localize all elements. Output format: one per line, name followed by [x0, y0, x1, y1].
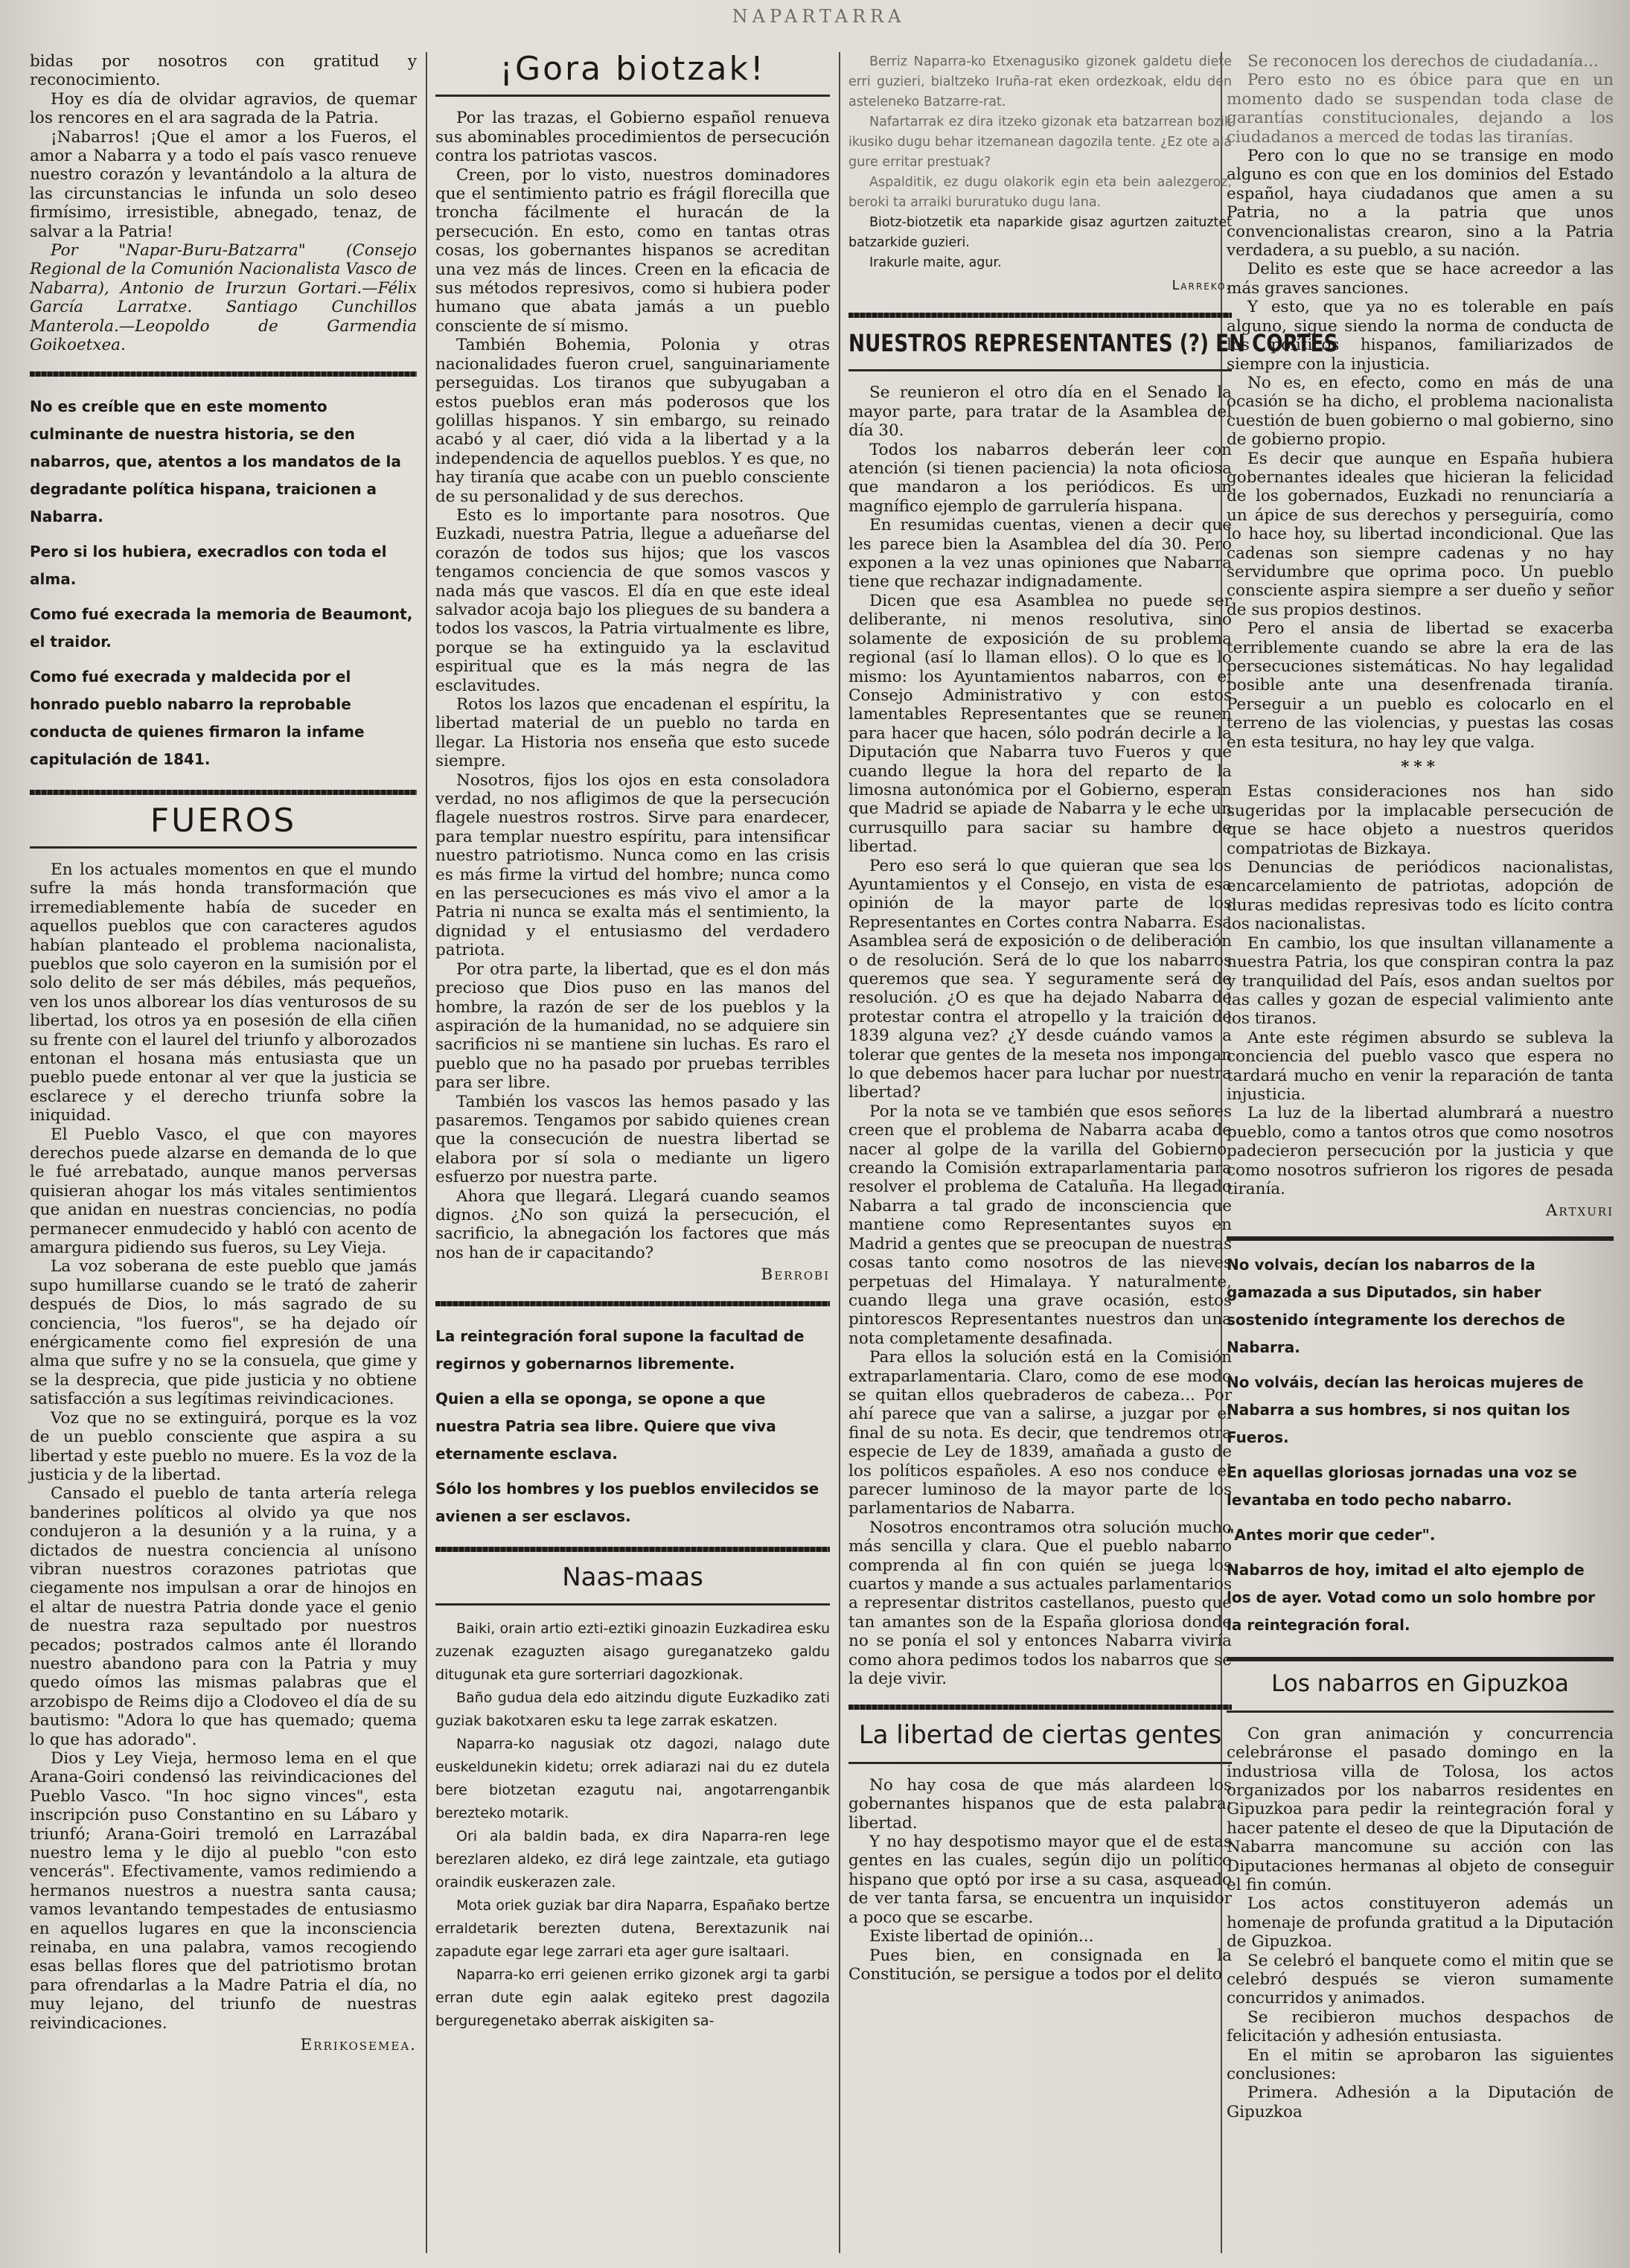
paragraph: Por la nota se ve también que esos señores creen que el problema de Nabarra acaba de nacer al golpe de la varilla del Gobierno, creando la Comisión extraparlamentaria para resolver el problema de Cataluña. Ha llegado Nabarra a tal grado de inconsciencia que mantiene como Representantes suyos en Madrid a gentes que se preocupan de nuestras cosas tanto como nosotros de las nieves perpetuas del Himalaya. Y naturalmente, cuando llega una grave ocasión, estos pintorescos Representantes nuestros dan una nota completamente desafinada.	[848, 1102, 1232, 1348]
section-divider	[435, 95, 830, 97]
naas-maas-article	[435, 1617, 830, 2033]
section-divider	[848, 369, 1232, 371]
no-volvais-box	[1227, 1236, 1614, 1661]
notice-paragraph: No volvais, decían los nabarros de la gamazada a sus Diputados, sin haber sostenido íntegramente los derechos de Nabarra.	[1227, 1256, 1565, 1357]
continued-article	[1227, 52, 1614, 1221]
section-divider	[30, 790, 417, 795]
masthead: NAPARTARRA	[732, 6, 906, 27]
paragraph: La voz soberana de este pueblo que jamás supo humillarse cuando se le trató de zaherir después de Dios, lo más sagrado de su conciencia, "los fueros", se ha dejado oír enérgicamente como fiel expresión de una alma que sufre y no se la consuela, que gime y se la desprecia, que pide justicia y no obtiene satisfacción a sus legítimas reivindicaciones.	[30, 1257, 417, 1409]
section-divider	[30, 371, 417, 377]
paragraph: Estas consideraciones nos han sido sugeridas por la implacable persecución de que se hace objeto a nuestros queridos compatriotas de Bizkaya.	[1227, 782, 1614, 858]
paragraph: Primera. Adhesión a la Diputación de Gipuzkoa	[1227, 2083, 1614, 2121]
gipuzkoa-headline: Los nabarros en Gipuzkoa	[1271, 1670, 1569, 1698]
notice-paragraph: Como fué execrada la memoria de Beaumont, el traidor.	[30, 604, 413, 651]
paragraph: bidas por nosotros con gratitud y reconocimiento.	[30, 52, 417, 90]
paragraph: Baño gudua dela edo aitzindu digute Euzkadiko zati guziak bakotxaren esku ta lege zarrak eskatzen.	[435, 1690, 830, 1729]
notice-paragraph: La reintegración foral supone la facultad de regirnos y gobernarnos libremente.	[435, 1326, 805, 1373]
notice-box	[30, 393, 417, 773]
basque-article	[848, 52, 1232, 296]
paragraph: Se celebró el banquete como el mitin que se celebró después se vieron sumamente concurridos y animados.	[1227, 1951, 1614, 2008]
paragraph: Por las trazas, el Gobierno español renueva sus abominables procedimientos de persecución contra los patriotas vascos.	[435, 109, 830, 166]
intro-article	[30, 52, 417, 355]
paragraph: No hay cosa de que más alardeen los gobernantes hispanos que de esta palabra: libertad.	[848, 1775, 1232, 1833]
section-divider	[435, 1547, 830, 1552]
paragraph: Denuncias de periódicos nacionalistas, encarcelamiento de patriotas, adopción de duras medidas represivas todo es lícito contra los nacionalistas.	[1227, 858, 1614, 934]
fueros-headline: FUEROS	[150, 801, 297, 840]
article-signature: Errikosemea.	[300, 2036, 417, 2055]
paragraph: Se recibieron muchos despachos de felicitación y adhesión entusiasta.	[1227, 2007, 1614, 2046]
paragraph: Pero eso será lo que quieran que sea los Ayuntamientos y el Consejo, en vista de esa opinión de la mayor parte de los Representantes en Cortes contra Nabarra. Esa Asamblea será de exposición o de deliberación o de resolución. Será de lo que los nabarros queremos que sea. Y seguramente será de resolución. ¿O es que ha dejado Nabarra de protestar contra el atropello y la traición de 1839 alguna vez? ¿Y desde cuándo vamos a tolerar que gentes de la meseta nos impongan lo que debemos hacer para luchar por nuestra libertad?	[848, 856, 1232, 1102]
paragraph: Dios y Ley Vieja, hermoso lema en el que Arana-Goiri condensó las reivindicaciones del Pueblo Vasco. "In hoc signo vinces", esta inscripción puso Constantino en su Lábaro y triunfó; Arana-Goiri tremoló en Larrazábal nuestro lema y le dijo al pueblo "con esto vencerás". Efectivamente, vamos redimiendo a hermanos nuestros a nuestra santa causa; vamos levantando tempestades de entusiasmo en aquellos lugares en que la inconsciencia reinaba, en una palabra, vamos recogiendo esas bellas flores que del patriotismo brotan para ofrendarlas a la Madre Patria el día, no muy lejano, del triunfo de nuestras reivindicaciones.	[30, 1749, 417, 2033]
section-stars: ***	[1401, 758, 1439, 777]
paragraph: Pero esto no es óbice para que en un momento dado se suspendan toda clase de garantías constitucionales, dejando a los ciudadanos a merced de todas las tiranías.	[1227, 71, 1614, 147]
paragraph: ¡Nabarros! ¡Que el amor a los Fueros, el amor a Nabarra y a todo el país vasco renueve nuestro corazón y levantándolo a la altura de las circunstancias le infunda un solo deseo firmísimo, irresistible, abnegado, tenaz, de salvar a la Patria!	[30, 127, 417, 241]
section-divider	[1227, 1710, 1614, 1713]
representatives-article	[848, 383, 1232, 1688]
signatories: Por "Napar-Buru-Batzarra" (Consejo Regional de la Comunión Nacionalista Vasco de Nabarra), Antonio de Irurzun Gortari.—Félix García Larratxe. Santiago Cunchillos Manterola.—Leopoldo de Garmendia Goikoetxea.	[30, 241, 417, 355]
paragraph: Cansado el pueblo de tanta artería relega banderines políticos al olvido ya que nos condujeron a la desunión y a la ruina, y a dictados de nuestra conciencia al unísono vibran nuestros corazones patriotas que ciegamente nos impulsan a orar de hinojos en el altar de nuestra Patria donde yace el genio de nuestra raza sepultado por nuestros pecados; postrados calmos ante él llorando nuestro abandono para con la Patria y muy quedo oímos las mismas palabras que el arzobispo de Reims dijo a Clodoveo el día de su bautismo: "Adora lo que has quemado; quema lo que has adorado".	[30, 1484, 417, 1749]
paragraph: Baiki, orain artio ezti-eztiki ginoazin Euzkadirea esku zuzenak ezaguzten aisago gureganatzeko galdu ditugunak eta gure sorterriari dagozkionak.	[435, 1620, 830, 1683]
paragraph: Delito es este que se hace acreedor a las más graves sanciones.	[1227, 260, 1614, 298]
paragraph: Ori ala baldin bada, ex dira Naparra-ren lege berezlaren aldeko, ez dirá lege zaintzale, eta gutiago oraindik euskerazen zale.	[435, 1828, 830, 1891]
notice-paragraph: Nabarros de hoy, imitad el alto ejemplo de los de ayer. Votad como un solo hombre por la reintegración foral.	[1227, 1561, 1596, 1635]
section-divider	[848, 1705, 1232, 1710]
notice-paragraph: Pero si los hubiera, execradlos con toda el alma.	[30, 542, 387, 588]
article-signature: Berrobi	[761, 1265, 830, 1285]
notice-paragraph: Quien a ella se oponga, se opone a que nuestra Patria sea libre. Quiere que viva eternamente esclava.	[435, 1389, 776, 1463]
paragraph: Dicen que esa Asamblea no puede ser deliberante, ni menos resolutiva, sino solamente de exposición de su problema regional (así lo llaman ellos). O lo que es lo mismo: los Ayuntamientos nabarros, con el Consejo Administrativo y con estos lamentables Representantes que se reunen para hacer que hacen, sólo podrán decirle a la Diputación que Nabarra tuvo Fueros y que cuando llegue la hora del reparto de la limosna autonómica por el Gobierno, esperan que Madrid se apiade de Nabarra y le eche un currusquillo para saciar su hambre de libertad.	[848, 591, 1232, 857]
paragraph: En resumidas cuentas, vienen a decir que les parece bien la Asamblea del día 30. Pero exponen a la vez unas opiniones que Nabarra tiene que rechazar indignadamente.	[848, 516, 1232, 592]
paragraph: La luz de la libertad alumbrará a nuestro pueblo, como a tantos otros que como nosotros padecieron persecución por la justicia y que como nosotros sufrieron los rigores de pesada tiranía.	[1227, 1104, 1614, 1198]
paragraph: Nosotros, fijos los ojos en esta consoladora verdad, no nos afligimos de que la persecución flagele nuestros rostros. Sirve para enardecer, para templar nuestro espíritu, para intensificar nuestro patriotismo. Nunca como en las crisis es más firme la virtud del hombre; nunca como en las persecuciones es más vivo el amor a la Patria ni nunca se exalta más el sentimiento, la dignidad y el entusiasmo del verdadero patriota.	[435, 770, 830, 960]
paragraph: Se reconocen los derechos de ciudadanía...	[1247, 52, 1599, 71]
section-divider	[435, 1301, 830, 1306]
paragraph: Se reunieron el otro día en el Senado la mayor parte, para tratar de la Asamblea del día 30.	[848, 383, 1232, 441]
column-2	[435, 52, 830, 2253]
foral-notice-box	[435, 1323, 830, 1530]
article-signature: Larreko.	[1172, 278, 1232, 293]
fueros-article	[30, 860, 417, 2055]
paragraph: Pero con lo que no se transige en modo alguno es con que en los dominios del Estado español, haya ciudadanos que amen a su Patria, no a la patria que unos convencionalistas crearon, sino a la Patria verdadera, a su pueblo, a su nación.	[1227, 147, 1614, 261]
gipuzkoa-article	[1227, 1725, 1614, 2122]
paragraph: En cambio, los que insultan villanamente a nuestra Patria, los que conspiran contra la paz y tranquilidad del País, esos andan sueltos por las calles y gozan de especial valimiento ante los tiranos.	[1227, 933, 1614, 1029]
notice-paragraph: En aquellas gloriosas jornadas una voz se levantaba en todo pecho nabarro.	[1227, 1463, 1577, 1510]
paragraph: Y no hay despotismo mayor que el de estas gentes en las cuales, según dijo un político hispano que optó por irse a su casa, asqueado de ver tanta farsa, se encuentra un inquisidor a poco que se escarbe.	[848, 1833, 1232, 1927]
gora-biotzak-headline: ¡Gora biotzak!	[499, 50, 766, 88]
section-divider	[435, 1603, 830, 1606]
paragraph: Existe libertad de opinión...	[869, 1927, 1094, 1946]
column-4	[1227, 52, 1614, 2253]
paragraph: El Pueblo Vasco, el que con mayores derechos puede alzarse en demanda de lo que le fué arrebatado, aunque manos perversas quisieran ahogar los más vitales sentimientos que anidan en nuestras conciencias, no podía permanecer enmudecido y habló con acento de amargura pidiendo sus fueros, su Ley Vieja.	[30, 1125, 417, 1258]
paragraph: Rotos los lazos que encadenan el espíritu, la libertad material de un pueblo no tarda en llegar. La Historia nos enseña que esto sucede siempre.	[435, 695, 830, 771]
column-rule	[839, 52, 840, 2253]
column-1	[30, 52, 417, 2253]
notice-paragraph: "Antes morir que ceder".	[1227, 1526, 1436, 1545]
paragraph: No es, en efecto, como en más de una ocasión se ha dicho, el problema nacionalista cuestión de buen gobierno o mal gobierno, sino de gobierno propio.	[1227, 373, 1614, 450]
section-divider	[848, 1762, 1232, 1764]
notice-paragraph: Sólo los hombres y los pueblos envilecidos se avienen a ser esclavos.	[435, 1479, 819, 1525]
paragraph: Con gran animación y concurrencia celebráronse el pasado domingo en la industriosa villa de Tolosa, los actos organizados por los nabarros residentes en Gipuzkoa para pedir la reintegración foral y hacer patente el deseo de que la Diputación de Nabarra mancomune su acción con las Diputaciones hermanas al objeto de conseguir el fin común.	[1227, 1724, 1614, 1894]
column-rule	[426, 52, 427, 2253]
paragraph: Por otra parte, la libertad, que es el don más precioso que Dios puso en las manos del hombre, la razón de ser de los pueblos y la aspiración de la humanidad, no se adquiere sin sacrificios ni se mantiene sin luchas. Es raro el pueblo que no ha pasado por pruebas terribles para ser libre.	[435, 959, 830, 1093]
paragraph: Pues bien, en consignada en la Constitución, se persigue a todos por el delito	[848, 1946, 1232, 1984]
gora-biotzak-article	[435, 109, 830, 1284]
section-divider	[30, 846, 417, 849]
paragraph: También los vascos las hemos pasado y las pasaremos. Tengamos por sabido quienes crean que la consecución de nuestra libertad se elabora por sí sola o mediante un ligero esfuerzo por nuestra parte.	[435, 1092, 830, 1187]
notice-paragraph: No es creíble que en este momento culminante de nuestra historia, se den nabarros, que, atentos a los mandatos de la degradante política hispana, traicionen a Nabarra.	[30, 397, 401, 526]
paragraph: Hoy es día de olvidar agravios, de quemar los rencores en el ara sagrada de la Patria.	[30, 89, 417, 128]
paragraph: Berriz Naparra-ko Etxenagusiko gizonek galdetu diete erri guzieri, bialtzeko Iruña-rat eken ordezkoak, eldu den asteleneko Batzarre-rat.	[848, 54, 1232, 109]
paragraph: Y esto, que ya no es tolerable en país alguno, sigue siendo la norma de conducta de los políticos hispanos, familiarizados de siempre con la injusticia.	[1227, 298, 1614, 374]
no-volvais-text	[1227, 1251, 1614, 1639]
paragraph: Esto es lo importante para nosotros. Que Euzkadi, nuestra Patria, llegue a adueñarse del corazón de todos sus hijos; que los vascos tengamos conciencia de que somos vascos y nada más que vascos. El día en que este ideal salvador acoja bajo los pliegues de su bandera a todos los vascos, la Patria virtualmente es libre, porque se ha extinguido ya la esclavitud espiritual que es la más negra de las esclavitudes.	[435, 505, 830, 695]
paragraph: Ahora que llegará. Llegará cuando seamos dignos. ¿No son quizá la persecución, el sacrificio, la abnegación los factores que más nos han de ir capacitando?	[435, 1186, 830, 1262]
notice-paragraph: No volváis, decían las heroicas mujeres de Nabarra a sus hombres, si nos quitan los Fueros.	[1227, 1373, 1584, 1447]
paragraph: Naparra-ko erri geienen erriko gizonek argi ta garbi erran dute egin aalak egiteko prest dagozila berguregenetako aberrak aiskigiten sa-	[435, 1967, 830, 2029]
section-divider	[848, 313, 1232, 318]
paragraph: Mota oriek guziak bar dira Naparra, Españako bertze erraldetarik berezten dutena, Berextazunik nai zapadute egar lege zarrari eta ager gure isaltaari.	[435, 1897, 830, 1960]
libertad-headline: La libertad de ciertas gentes	[858, 1720, 1222, 1751]
notice-paragraph: Como fué execrada y maldecida por el honrado pueblo nabarro la reprobable conducta de quienes firmaron la infame capitulación de 1841.	[30, 667, 365, 768]
naas-maas-headline: Naas-maas	[562, 1562, 703, 1592]
paragraph: En el mitin se aprobaron las siguientes conclusiones:	[1227, 2045, 1614, 2083]
paragraph: Voz que no se extinguirá, porque es la voz de un pueblo consciente que aspira a su libertad y este pueblo no muere. Es la voz de la justicia y de la libertad.	[30, 1408, 417, 1484]
paragraph: Creen, por lo visto, nuestros dominadores que el sentimiento patrio es frágil florecilla que troncha fácilmente el huracán de la persecución. En esto, como en tantas otras cosas, los gobernantes hispanos se acreditan una vez más de linces. Creen en la eficacia de sus métodos represivos, como si hubiera poder humano que abata jamás a un pueblo consciente de sí mismo.	[435, 165, 830, 336]
paragraph: Pero el ansia de libertad se exacerba terriblemente cuando se abre la era de las persecuciones sistemáticas. No hay legalidad posible ante una desenfrenada tiranía. Perseguir a un pueblo es colocarlo en el terreno de las violencias, y puestas las cosas en esta tesitura, no hay ley que valga.	[1227, 619, 1614, 752]
libertad-article	[848, 1776, 1232, 1984]
paragraph: Irakurle maite, agur.	[869, 255, 1002, 270]
paragraph: También Bohemia, Polonia y otras nacionalidades fueron cruel, sanguinariamente perseguidas. Los tiranos que subyugaban a estos pueblos eran más poderosos que los golillas hispanos. Y sin embargo, su reinado acabó y al caer, dió vida a la libertad y a la independencia de aquellos pueblos. Y es que, no hay tiranía que acabe con un pueblo consciente de su personalidad y de sus derechos.	[435, 336, 830, 506]
paragraph: Aspalditik, ez dugu olakorik egin eta bein aalezgeroz, beroki ta arraiki bururatuko dugu lana.	[848, 175, 1232, 210]
paragraph: Todos los nabarros deberán leer con atención (si tienen paciencia) la nota oficiosa que mandaron a los periódicos. Es un magnífico ejemplo de garrulería hispana.	[848, 440, 1232, 516]
paragraph: Los actos constituyeron además un homenaje de profunda gratitud a la Diputación de Gipuzkoa.	[1227, 1894, 1614, 1952]
paragraph: Naparra-ko nagusiak otz dagozi, nalago dute euskeldunekin kidetu; orrek adiarazi nai du ez dutela bere biotzetan ezagutu nai, angotarrenganbik berezteko motarik.	[435, 1736, 830, 1821]
representatives-headline: NUESTROS REPRESENTANTES (?) EN CORTES	[848, 329, 1338, 357]
paragraph: Nafartarrak ez dira itzeko gizonak eta batzarrean bozik ikusiko dugu behar itzemanean dagozila tente. ¿Ez ote ala gure erritar prestuak?	[848, 115, 1232, 170]
paragraph: Es decir que aunque en España hubiera gobernantes ideales que hicieran la felicidad de los gobernados, Euzkadi no renunciaría a un ápice de sus derechos y perseguiría, como lo hace hoy, su libertad incondicional. Que las cadenas son siempre cadenas y no hay servidumbre que oprima poco. Un pueblo consciente aspira siempre a ser dueño y señor de sus propios destinos.	[1227, 449, 1614, 619]
paragraph: En los actuales momentos en que el mundo sufre la más honda transformación que irremediablemente había de suceder en aquellos pueblos que con caracteres agudos habían planteado el problema nacionalista, pueblos que solo cayeron en la sumisión por el solo delito de ser más débiles, más pequeños, ven los unos alborear los días venturosos de su libertad, los otros ya en posesión de ella ciñen su frente con el laurel del triunfo y alborozados entonan el hosana más entusiasta que un pueblo puede entonar al ver que la justicia se esclarece y el derecho triunfa sobre la iniquidad.	[30, 860, 417, 1125]
paragraph: Biotz-biotzetik eta naparkide gisaz agurtzen zaituztet batzarkide guzieri.	[848, 215, 1232, 250]
paragraph: Nosotros encontramos otra solución mucho más sencilla y clara. Que el pueblo nabarro comprenda al fin con quién se juega los cuartos y mande a sus actuales parlamentarios a representar distritos castellanos, puesto que tan amantes son de la España gloriosa donde no se ponía el sol y entonces Nabarra viviría como ahora pedimos todos los nabarros que se la deje vivir.	[848, 1518, 1232, 1689]
paragraph: Ante este régimen absurdo se subleva la conciencia del pueblo vasco que espera no tardará mucho en venir la reparación de tanta injusticia.	[1227, 1028, 1614, 1104]
article-signature: Artxuri	[1545, 1201, 1614, 1221]
paragraph: Para ellos la solución está en la Comisión extraparlamentaria. Claro, como de ese modo se quitan ellos quebraderos de cabeza... Por ahí parece que van a salirse, a juzgar por el final de su nota. Es decir, que tendremos otra especie de Ley de 1839, amañada a gusto de los políticos españoles. A eso nos conduce el parecer luminoso de la mayor parte de los parlamentarios de Nabarra.	[848, 1348, 1232, 1518]
